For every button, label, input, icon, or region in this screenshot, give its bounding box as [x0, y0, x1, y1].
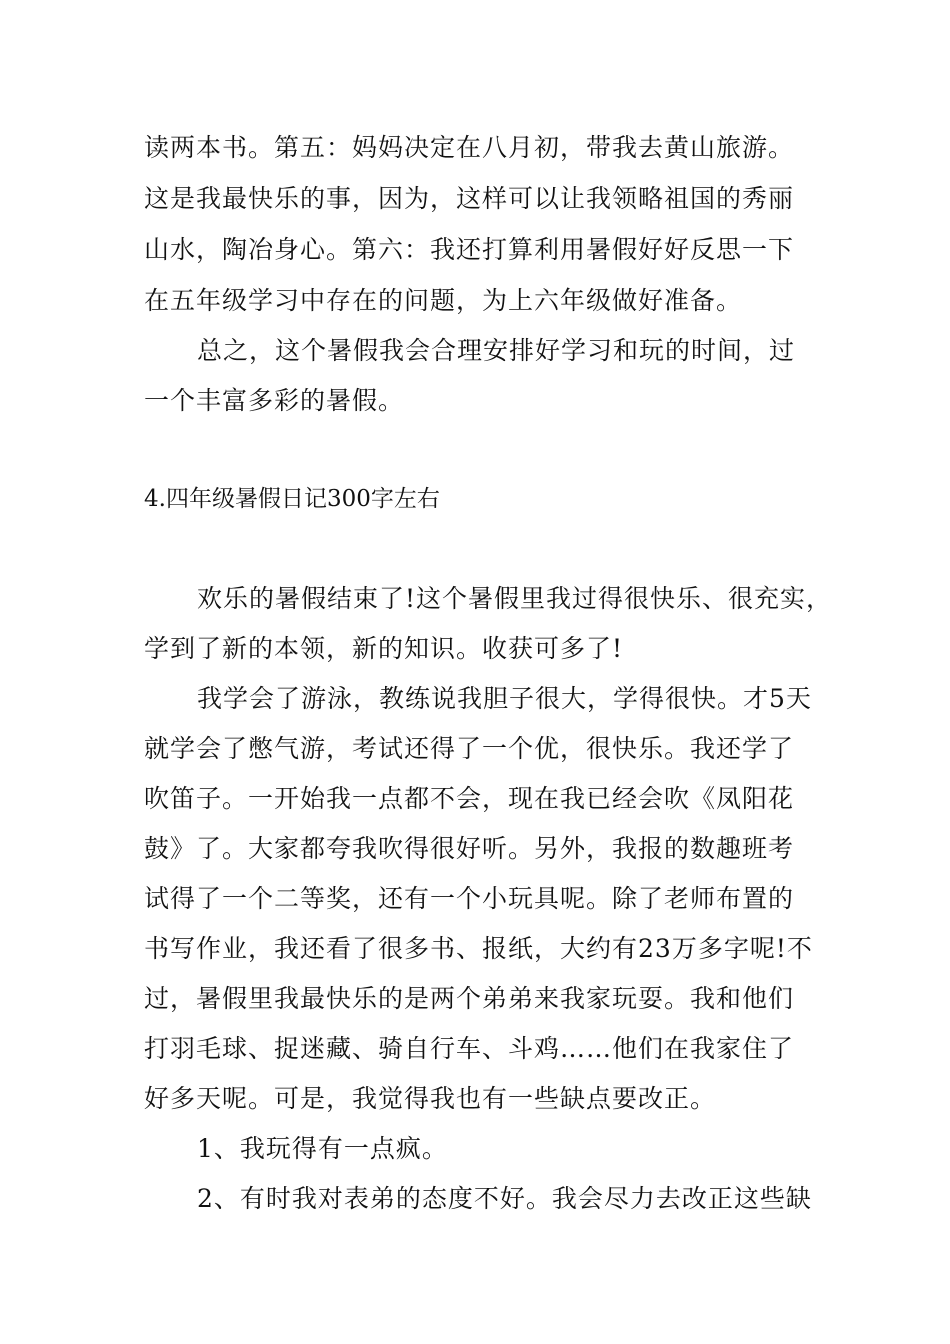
- text-line: 好多天呢。可是，我觉得我也有一些缺点要改正。: [144, 1084, 717, 1113]
- text-line: 山水，陶冶身心。第六：我还打算利用暑假好好反思一下: [144, 235, 795, 264]
- text-line: 试得了一个二等奖，还有一个小玩具呢。除了老师布置的: [144, 884, 795, 913]
- text-line: 在五年级学习中存在的问题，为上六年级做好准备。: [144, 286, 743, 315]
- text-line: 过，暑假里我最快乐的是两个弟弟来我家玩耍。我和他们: [144, 984, 795, 1013]
- text-line: 这是我最快乐的事，因为，这样可以让我领略祖国的秀丽: [144, 184, 795, 213]
- text-line: 一个丰富多彩的暑假。: [144, 386, 405, 415]
- text-line: 总之，这个暑假我会合理安排好学习和玩的时间，过: [197, 336, 796, 365]
- text-line: 书写作业，我还看了很多书、报纸，大约有23万多字呢!不: [144, 934, 813, 963]
- list-item: 1、我玩得有一点疯。: [197, 1134, 448, 1163]
- section-heading: 4.四年级暑假日记300字左右: [144, 486, 440, 512]
- text-line: 鼓》了。大家都夸我吹得很好听。另外，我报的数趣班考: [144, 834, 795, 863]
- list-item: 2、有时我对表弟的态度不好。我会尽力去改正这些缺: [197, 1184, 812, 1213]
- text-line: 学到了新的本领，新的知识。收获可多了!: [144, 634, 624, 663]
- text-line: 读两本书。第五：妈妈决定在八月初，带我去黄山旅游。: [144, 133, 795, 162]
- text-line: 我学会了游泳，教练说我胆子很大，学得很快。才5天: [197, 684, 812, 713]
- text-line: 打羽毛球、捉迷藏、骑自行车、斗鸡……他们在我家住了: [144, 1034, 795, 1063]
- text-line: 就学会了憋气游，考试还得了一个优，很快乐。我还学了: [144, 734, 795, 763]
- text-line: 欢乐的暑假结束了!这个暑假里我过得很快乐、很充实，: [197, 584, 833, 613]
- text-line: 吹笛子。一开始我一点都不会，现在我已经会吹《凤阳花: [144, 784, 795, 813]
